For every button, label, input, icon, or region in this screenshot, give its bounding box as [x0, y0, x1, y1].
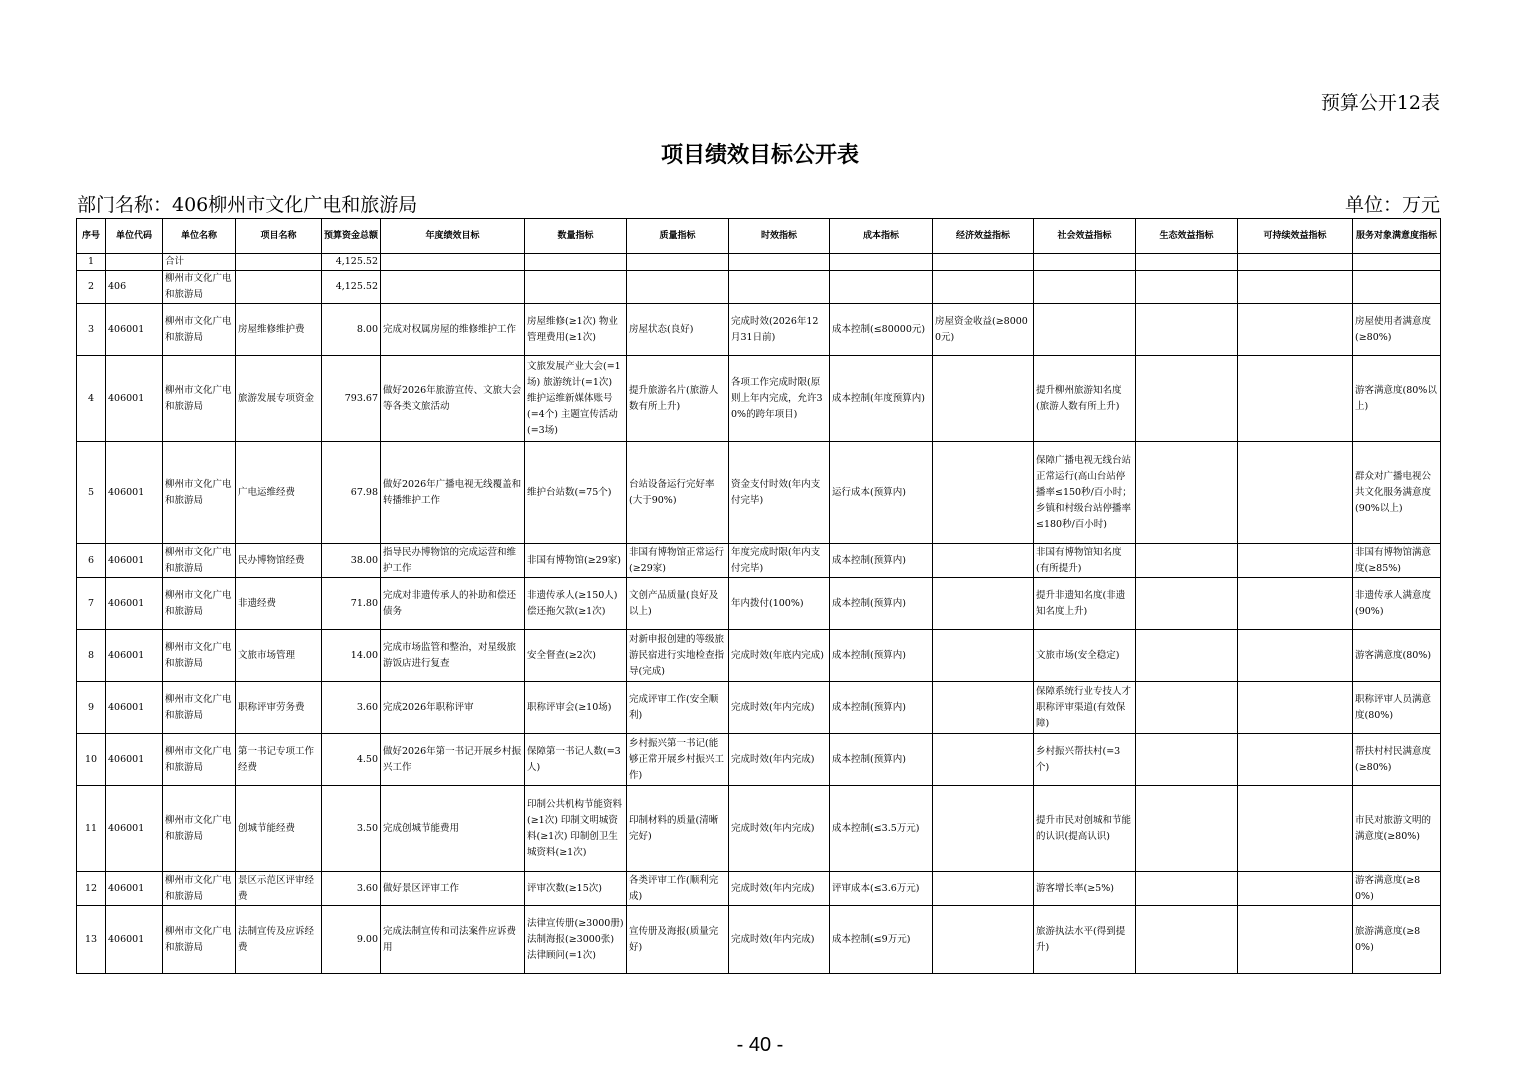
table-cell: [1238, 544, 1353, 578]
table-cell: [1136, 872, 1238, 906]
table-cell: 柳州市文化广电和旅游局: [163, 544, 236, 578]
table-cell: 游客满意度(≥80%): [1353, 872, 1441, 906]
table-cell: 第一书记专项工作经费: [236, 734, 322, 786]
table-cell: 提升柳州旅游知名度(旅游人数有所上升): [1034, 356, 1136, 442]
table-cell: 4,125.52: [322, 254, 381, 271]
table-cell: 保障第一书记人数(=3人): [525, 734, 627, 786]
table-cell: 非遗传承人(≥150人) 偿还拖欠款(≥1次): [525, 578, 627, 630]
table-cell: 游客满意度(80%): [1353, 630, 1441, 682]
table-row: [77, 734, 1441, 786]
table-cell: [933, 734, 1034, 786]
table-cell: 完成时效(年内完成): [729, 786, 830, 872]
table-cell: 完成时效(2026年12月31日前): [729, 304, 830, 356]
table-cell: 各类评审工作(顺利完成): [627, 872, 729, 906]
table-cell: 柳州市文化广电和旅游局: [163, 734, 236, 786]
table-cell: 7: [77, 578, 106, 630]
table-header-row: [77, 219, 1441, 254]
table-cell: 运行成本(预算内): [830, 442, 933, 544]
table-cell: 406001: [106, 906, 163, 974]
table-cell: 成本控制(预算内): [830, 734, 933, 786]
table-cell: 406001: [106, 630, 163, 682]
table-cell: 文旅市场管理: [236, 630, 322, 682]
table-cell: 13: [77, 906, 106, 974]
col-header: 数量指标: [525, 219, 627, 254]
table-cell: 9.00: [322, 906, 381, 974]
table-cell: 5: [77, 442, 106, 544]
table-cell: 406001: [106, 734, 163, 786]
table-cell: 做好2026年第一书记开展乡村振兴工作: [381, 734, 525, 786]
table-cell: 文旅发展产业大会(=1场) 旅游统计(=1次) 维护运维新媒体账号(=4个) 主题宣传活动(=3场): [525, 356, 627, 442]
table-row: [77, 356, 1441, 442]
table-cell: 合计: [163, 254, 236, 271]
table-row: [77, 630, 1441, 682]
table-cell: 创城节能经费: [236, 786, 322, 872]
table-cell: 9: [77, 682, 106, 734]
table-cell: [933, 271, 1034, 304]
table-cell: [1238, 578, 1353, 630]
table-cell: [830, 271, 933, 304]
table-cell: 67.98: [322, 442, 381, 544]
table-cell: 柳州市文化广电和旅游局: [163, 630, 236, 682]
table-cell: 提升非遗知名度(非遗知名度上升): [1034, 578, 1136, 630]
table-cell: [1136, 578, 1238, 630]
table-cell: 安全督查(≥2次): [525, 630, 627, 682]
table-cell: [1238, 872, 1353, 906]
table-cell: 群众对广播电视公共文化服务满意度(90%以上): [1353, 442, 1441, 544]
table-cell: 406001: [106, 786, 163, 872]
page-number: - 40 -: [736, 1034, 784, 1056]
col-header: 项目名称: [236, 219, 322, 254]
table-cell: 柳州市文化广电和旅游局: [163, 442, 236, 544]
table-cell: 提升旅游名片(旅游人数有所上升): [627, 356, 729, 442]
table-cell: [1238, 630, 1353, 682]
table-cell: [1136, 442, 1238, 544]
table-cell: 保障系统行业专技人才职称评审渠道(有效保障): [1034, 682, 1136, 734]
table-cell: 3.60: [322, 682, 381, 734]
table-cell: 3.50: [322, 786, 381, 872]
table-cell: 4.50: [322, 734, 381, 786]
table-cell: 旅游执法水平(得到提升): [1034, 906, 1136, 974]
table-cell: 印制公共机构节能资料(≥1次) 印制文明城资料(≥1次) 印制创卫生城资料(≥1次): [525, 786, 627, 872]
table-cell: 职称评审劳务费: [236, 682, 322, 734]
col-header: 年度绩效目标: [381, 219, 525, 254]
table-cell: 406001: [106, 544, 163, 578]
table-cell: 完成时效(年内完成): [729, 734, 830, 786]
table-cell: 完成法制宣传和司法案件应诉费用: [381, 906, 525, 974]
table-cell: 38.00: [322, 544, 381, 578]
col-header: 单位代码: [106, 219, 163, 254]
table-cell: [729, 271, 830, 304]
table-cell: [1238, 734, 1353, 786]
performance-table: [76, 218, 1441, 974]
col-header: 生态效益指标: [1136, 219, 1238, 254]
table-row: [77, 872, 1441, 906]
table-cell: [1136, 544, 1238, 578]
col-header: 单位名称: [163, 219, 236, 254]
table-cell: 3: [77, 304, 106, 356]
table-cell: [381, 271, 525, 304]
table-cell: 职称评审人员满意度(80%): [1353, 682, 1441, 734]
table-cell: 帮扶村村民满意度(≥80%): [1353, 734, 1441, 786]
table-cell: [933, 682, 1034, 734]
table-cell: 10: [77, 734, 106, 786]
table-cell: 12: [77, 872, 106, 906]
table-cell: 资金支付时效(年内支付完毕): [729, 442, 830, 544]
table-cell: 柳州市文化广电和旅游局: [163, 682, 236, 734]
table-cell: 6: [77, 544, 106, 578]
table-cell: [933, 356, 1034, 442]
table-cell: 柳州市文化广电和旅游局: [163, 304, 236, 356]
table-cell: 完成2026年职称评审: [381, 682, 525, 734]
table-cell: 非遗传承人满意度(90%): [1353, 578, 1441, 630]
table-cell: 房屋使用者满意度(≥80%): [1353, 304, 1441, 356]
col-header: 时效指标: [729, 219, 830, 254]
table-cell: [1136, 734, 1238, 786]
table-cell: [1136, 682, 1238, 734]
table-cell: 维护台站数(=75个): [525, 442, 627, 544]
table-cell: 景区示范区评审经费: [236, 872, 322, 906]
table-cell: 柳州市文化广电和旅游局: [163, 271, 236, 304]
table-cell: 3.60: [322, 872, 381, 906]
table-cell: [933, 544, 1034, 578]
table-cell: [933, 254, 1034, 271]
table-cell: [830, 254, 933, 271]
table-cell: [1136, 271, 1238, 304]
table-cell: [1353, 271, 1441, 304]
table-cell: 406001: [106, 356, 163, 442]
col-header: 预算资金总额: [322, 219, 381, 254]
table-cell: 柳州市文化广电和旅游局: [163, 786, 236, 872]
table-row: [77, 578, 1441, 630]
table-cell: [236, 254, 322, 271]
table-cell: 乡村振兴第一书记(能够正常开展乡村振兴工作): [627, 734, 729, 786]
table-cell: 职称评审会(≥10场): [525, 682, 627, 734]
table-cell: 793.67: [322, 356, 381, 442]
table-cell: [525, 271, 627, 304]
table-cell: 民办博物馆经费: [236, 544, 322, 578]
department-name: 部门名称：406柳州市文化广电和旅游局: [77, 194, 418, 216]
table-cell: 406001: [106, 442, 163, 544]
table-cell: 各项工作完成时限(原则上年内完成，允许30%的跨年项目): [729, 356, 830, 442]
table-cell: 房屋维修维护费: [236, 304, 322, 356]
table-cell: [106, 254, 163, 271]
table-cell: 柳州市文化广电和旅游局: [163, 872, 236, 906]
table-cell: 做好2026年旅游宣传、文旅大会等各类文旅活动: [381, 356, 525, 442]
table-cell: 年内拨付(100%): [729, 578, 830, 630]
table-cell: 11: [77, 786, 106, 872]
table-cell: 文创产品质量(良好及以上): [627, 578, 729, 630]
table-cell: [1238, 786, 1353, 872]
col-header: 服务对象满意度指标: [1353, 219, 1441, 254]
table-cell: [933, 786, 1034, 872]
table-number: 预算公开12表: [1320, 92, 1440, 114]
table-cell: 游客增长率(≥5%): [1034, 872, 1136, 906]
table-cell: 柳州市文化广电和旅游局: [163, 578, 236, 630]
table-cell: 广电运维经费: [236, 442, 322, 544]
table-cell: 评审成本(≤3.6万元): [830, 872, 933, 906]
table-cell: 完成时效(年内完成): [729, 872, 830, 906]
table-cell: 柳州市文化广电和旅游局: [163, 906, 236, 974]
table-cell: 保障广播电视无线台站正常运行(高山台站停播率≤150秒/百小时；乡镇和村级台站停播率≤180秒/百小时): [1034, 442, 1136, 544]
table-cell: [1136, 906, 1238, 974]
table-cell: 406001: [106, 872, 163, 906]
table-cell: [627, 254, 729, 271]
col-header: 序号: [77, 219, 106, 254]
table-cell: 台站设备运行完好率(大于90%): [627, 442, 729, 544]
col-header: 质量指标: [627, 219, 729, 254]
table-cell: 成本控制(预算内): [830, 630, 933, 682]
table-cell: 房屋维修(≥1次) 物业管理费用(≥1次): [525, 304, 627, 356]
unit-label: 单位：万元: [1344, 194, 1440, 216]
table-cell: 71.80: [322, 578, 381, 630]
table-cell: [933, 630, 1034, 682]
table-cell: [1034, 254, 1136, 271]
table-cell: 8: [77, 630, 106, 682]
table-cell: [627, 271, 729, 304]
table-row: [77, 906, 1441, 974]
table-cell: 提升市民对创城和节能的认识(提高认识): [1034, 786, 1136, 872]
table-cell: 游客满意度(80%以上): [1353, 356, 1441, 442]
table-cell: 房屋资金收益(≥80000元): [933, 304, 1034, 356]
table-cell: [1238, 682, 1353, 734]
table-cell: 成本控制(预算内): [830, 578, 933, 630]
table-cell: 完成时效(年底内完成): [729, 630, 830, 682]
table-cell: [1238, 304, 1353, 356]
table-cell: 文旅市场(安全稳定): [1034, 630, 1136, 682]
table-cell: 评审次数(≥15次): [525, 872, 627, 906]
table-cell: [933, 442, 1034, 544]
table-cell: 成本控制(年度预算内): [830, 356, 933, 442]
table-cell: [1034, 304, 1136, 356]
table-cell: 对新申报创建的等级旅游民宿进行实地检查指导(完成): [627, 630, 729, 682]
table-cell: 完成时效(年内完成): [729, 682, 830, 734]
table-cell: [1238, 442, 1353, 544]
table-cell: 柳州市文化广电和旅游局: [163, 356, 236, 442]
table-cell: [1136, 356, 1238, 442]
table-cell: [1238, 906, 1353, 974]
table-cell: [933, 872, 1034, 906]
table-cell: 14.00: [322, 630, 381, 682]
col-header: 经济效益指标: [933, 219, 1034, 254]
table-row: [77, 786, 1441, 872]
table-cell: [933, 906, 1034, 974]
table-cell: [1238, 254, 1353, 271]
table-cell: 做好2026年广播电视无线覆盖和转播维护工作: [381, 442, 525, 544]
table-cell: 完成对权属房屋的维修维护工作: [381, 304, 525, 356]
col-header: 社会效益指标: [1034, 219, 1136, 254]
table-cell: [1136, 254, 1238, 271]
table-cell: 406: [106, 271, 163, 304]
table-cell: 乡村振兴帮扶村(=3个): [1034, 734, 1136, 786]
col-header: 可持续效益指标: [1238, 219, 1353, 254]
table-cell: 完成市场监管和整治，对星级旅游饭店进行复查: [381, 630, 525, 682]
table-cell: [236, 271, 322, 304]
table-cell: 完成评审工作(安全顺利): [627, 682, 729, 734]
table-cell: 法律宣传册(≥3000册) 法制海报(≥3000张) 法律顾问(=1次): [525, 906, 627, 974]
col-header: 成本指标: [830, 219, 933, 254]
table-cell: 非国有博物馆(≥29家): [525, 544, 627, 578]
table-row: [77, 271, 1441, 304]
table-row: [77, 254, 1441, 271]
table-cell: 指导民办博物馆的完成运营和维护工作: [381, 544, 525, 578]
table-cell: 非国有博物馆满意度(≥85%): [1353, 544, 1441, 578]
table-cell: 8.00: [322, 304, 381, 356]
table-cell: [1136, 304, 1238, 356]
table-cell: 4: [77, 356, 106, 442]
table-cell: [1353, 254, 1441, 271]
table-cell: 非国有博物馆知名度(有所提升): [1034, 544, 1136, 578]
table-cell: [1034, 271, 1136, 304]
table-cell: 旅游满意度(≥80%): [1353, 906, 1441, 974]
table-cell: 法制宣传及应诉经费: [236, 906, 322, 974]
table-cell: 1: [77, 254, 106, 271]
table-cell: 成本控制(≤9万元): [830, 906, 933, 974]
table-row: [77, 682, 1441, 734]
table-cell: 406001: [106, 304, 163, 356]
table-cell: 市民对旅游文明的满意度(≥80%): [1353, 786, 1441, 872]
table-cell: 成本控制(≤3.5万元): [830, 786, 933, 872]
table-cell: [933, 578, 1034, 630]
table-cell: [1136, 630, 1238, 682]
table-cell: 房屋状态(良好): [627, 304, 729, 356]
table-row: [77, 544, 1441, 578]
table-cell: 非国有博物馆正常运行(≥29家): [627, 544, 729, 578]
table-cell: 完成创城节能费用: [381, 786, 525, 872]
table-cell: 印制材料的质量(清晰完好): [627, 786, 729, 872]
table-cell: 年度完成时限(年内支付完毕): [729, 544, 830, 578]
table-cell: 成本控制(预算内): [830, 682, 933, 734]
table-cell: 2: [77, 271, 106, 304]
table-cell: [525, 254, 627, 271]
table-cell: [1238, 271, 1353, 304]
table-cell: 完成对非遗传承人的补助和偿还债务: [381, 578, 525, 630]
table-cell: 成本控制(预算内): [830, 544, 933, 578]
table-cell: 做好景区评审工作: [381, 872, 525, 906]
table-cell: 406001: [106, 682, 163, 734]
table-row: [77, 304, 1441, 356]
table-cell: 旅游发展专项资金: [236, 356, 322, 442]
table-cell: [1238, 356, 1353, 442]
table-cell: 完成时效(年内完成): [729, 906, 830, 974]
table-cell: [729, 254, 830, 271]
table-cell: 4,125.52: [322, 271, 381, 304]
page-title: 项目绩效目标公开表: [660, 143, 859, 168]
table-cell: [1136, 786, 1238, 872]
table-row: [77, 442, 1441, 544]
table-cell: 宣传册及海报(质量完好): [627, 906, 729, 974]
table-cell: 406001: [106, 578, 163, 630]
table-cell: [381, 254, 525, 271]
table-cell: 非遗经费: [236, 578, 322, 630]
table-cell: 成本控制(≤80000元): [830, 304, 933, 356]
